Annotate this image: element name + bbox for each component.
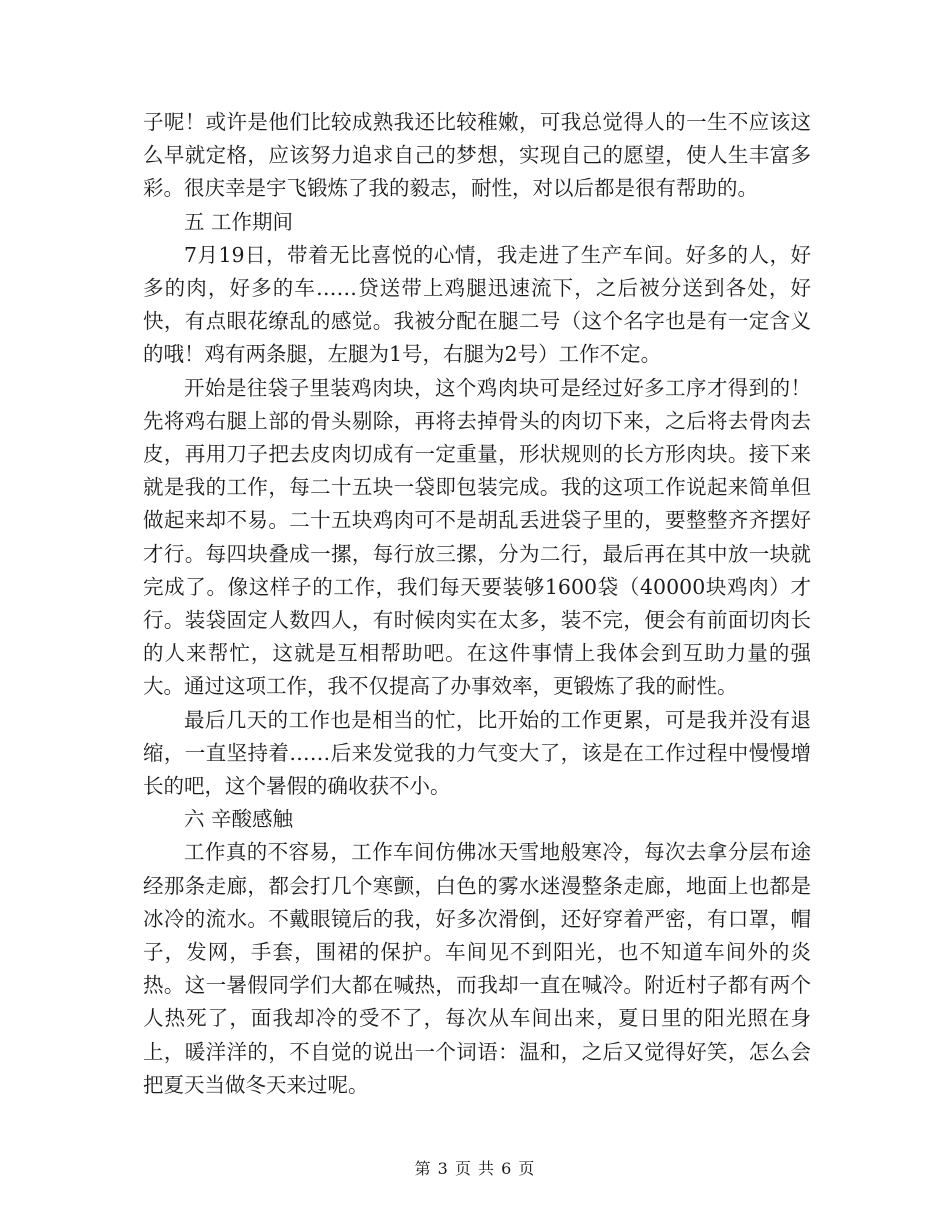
section-heading-feelings: 六 辛酸感触 — [184, 807, 294, 832]
paragraph-packing-work: 开始是往袋子里装鸡肉块，这个鸡肉块可是经过好多工序才得到的！先将鸡右腿上部的骨头剔除，再将去掉骨头的肉切下来，之后将去骨肉去皮，再用刀子把去皮肉切成有一定重量，形状规则的长方形肉块。接下来就是我的工作，每二十五块一袋即包装完成。我的这项工作说起来简单但做起来却不易。二十五块鸡肉可不是胡乱丢进袋子里的，要整整齐齐摆好才行。每四块叠成一摞，每行放三摞，分为二行，最后再在其中放一块就完成了。像这样子的工作，我们每天要装够1600袋（40000块鸡肉）才行。装袋固定人数四人，有时候肉实在太多，装不完，便会有前面切肉长的人来帮忙，这就是互相帮助吧。在这件事情上我体会到互助力量的强大。通过这项工作，我不仅提高了办事效率，更锻炼了我的耐性。 — [143, 375, 811, 699]
paragraph-last-days: 最后几天的工作也是相当的忙，比开始的工作更累，可是我并没有退缩，一直坚持着……后来发觉我的力气变大了，该是在工作过程中慢慢增长的吧，这个暑假的确收获不小。 — [143, 707, 811, 799]
page-number-footer: 第 3 页 共 6 页 — [414, 1159, 536, 1178]
document-body — [143, 106, 811, 1102]
paragraph-entering-workshop: 7月19日，带着无比喜悦的心情，我走进了生产车间。好多的人，好多的肉，好多的车……贷送带上鸡腿迅速流下，之后被分送到各处，好快，有点眼花缭乱的感觉。我被分配在腿二号（这个名字也是有一定含义的哦！鸡有两条腿，左腿为1号，右腿为2号）工作不定。 — [143, 242, 811, 367]
section-heading-work-period: 五 工作期间 — [184, 209, 294, 234]
paragraph-cold-workshop: 工作真的不容易，工作车间仿佛冰天雪地般寒冷，每次去拿分层布途经那条走廊，都会打几个寒颤，白色的雾水迷漫整条走廊，地面上也都是冰冷的流水。不戴眼镜后的我，好多次滑倒，还好穿着严密，有口罩，帽子，发网，手套，围裙的保护。车间见不到阳光，也不知道车间外的炎热。这一暑假同学们大都在喊热，而我却一直在喊冷。附近村子都有两个人热死了，面我却冷的受不了，每次从车间出来，夏日里的阳光照在身上，暖洋洋的，不自觉的说出一个词语：温和，之后又觉得好笑，怎么会把夏天当做冬天来过呢。 — [143, 840, 811, 1097]
paragraph-continuation: 子呢！或许是他们比较成熟我还比较稚嫩，可我总觉得人的一生不应该这么早就定格，应该努力追求自己的梦想，实现自己的愿望，使人生丰富多彩。很庆幸是宇飞锻炼了我的毅志，耐性，对以后都是很有帮助的。 — [143, 110, 811, 201]
